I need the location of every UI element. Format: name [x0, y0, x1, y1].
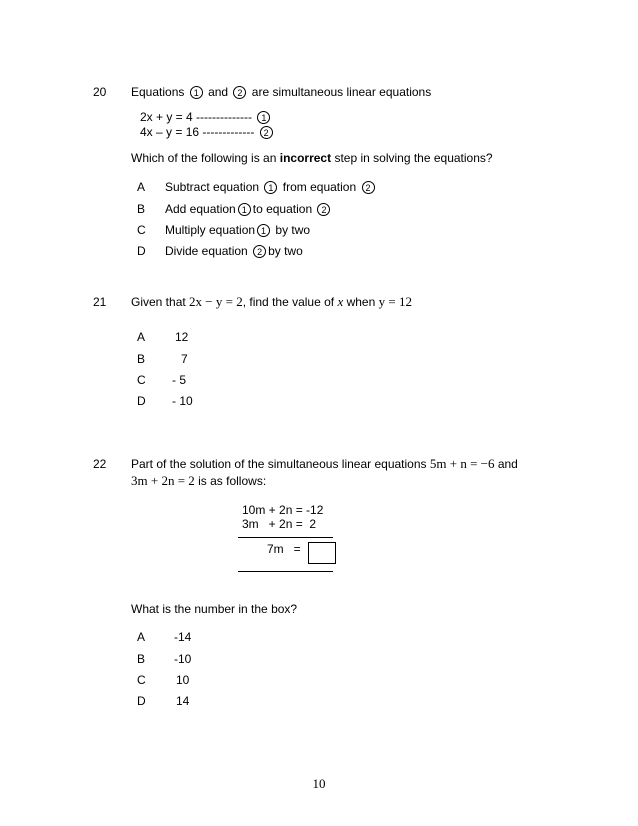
option-text: to equation	[252, 202, 313, 216]
option-letter: D	[137, 394, 146, 408]
equation-text: 2x − y = 2	[189, 294, 243, 309]
option-text: Multiply equation	[165, 223, 256, 237]
page-number: 10	[312, 776, 326, 791]
option-text: by two	[275, 223, 311, 237]
circled-2-icon: 2	[317, 203, 330, 216]
circled-1-icon: 1	[264, 181, 277, 194]
variable-text: x	[337, 294, 344, 309]
question-22-stem-line1	[131, 457, 518, 471]
option-letter: A	[137, 180, 146, 194]
stem-text: Equations	[131, 85, 185, 99]
question-22-number: 22	[93, 457, 107, 471]
circled-2-icon: 2	[233, 86, 246, 99]
equation-2	[140, 125, 275, 139]
question-20-prompt	[131, 151, 493, 165]
circled-1-icon: 1	[257, 224, 270, 237]
divider-line	[238, 571, 333, 572]
option-text: Divide equation	[165, 244, 248, 258]
working-line-1: 10m + 2n = -12	[242, 503, 324, 517]
question-21-number: 21	[93, 295, 107, 309]
stem-text: Part of the solution of the simultaneous linear equations	[131, 457, 427, 471]
stem-text: is as follows:	[198, 474, 267, 488]
option-value: - 10	[172, 394, 193, 408]
option-value: 12	[175, 330, 189, 344]
option-value: -14	[174, 630, 192, 644]
option-letter: A	[137, 630, 146, 644]
question-22-stem-line2	[131, 474, 266, 488]
stem-text: are simultaneous linear equations	[251, 85, 432, 99]
equation-2-text: 4x – y = 16 -------------	[140, 125, 255, 139]
option-letter: C	[137, 373, 146, 387]
prompt-text: step in solving the equations?	[334, 151, 493, 165]
circled-2-icon: 2	[362, 181, 375, 194]
option-c-text	[165, 223, 310, 237]
option-text: from equation	[282, 180, 357, 194]
equation-text: y = 12	[378, 294, 412, 309]
option-value: -10	[174, 652, 192, 666]
working-line-2: 3m + 2n = 2	[242, 517, 317, 531]
option-letter: C	[137, 223, 146, 237]
question-20-number: 20	[93, 85, 107, 99]
circled-1-icon: 1	[238, 203, 251, 216]
circled-1-icon: 1	[257, 111, 270, 124]
option-text: Subtract equation	[165, 180, 260, 194]
stem-text: and	[208, 85, 229, 99]
circled-2-icon: 2	[253, 245, 266, 258]
option-a-text	[165, 180, 377, 194]
circled-1-icon: 1	[190, 86, 203, 99]
prompt-emphasis: incorrect	[279, 151, 332, 165]
working-result: 7m =	[267, 542, 301, 556]
prompt-text: Which of the following is an	[131, 151, 277, 165]
option-letter: C	[137, 673, 146, 687]
option-letter: A	[137, 330, 146, 344]
equation-text: 5m + n = −6	[429, 456, 495, 471]
option-text: Add equation	[165, 202, 236, 216]
question-21-stem	[131, 295, 412, 309]
option-value: 10	[176, 673, 190, 687]
option-text: by two	[268, 244, 303, 258]
question-22-prompt: What is the number in the box?	[131, 602, 298, 616]
stem-text: Given that	[131, 295, 186, 309]
option-value: 14	[176, 694, 190, 708]
option-value: 7	[181, 352, 188, 366]
question-20-stem	[131, 85, 431, 99]
option-letter: B	[137, 202, 146, 216]
equation-1-text: 2x + y = 4 --------------	[140, 110, 252, 124]
circled-2-icon: 2	[260, 126, 273, 139]
option-letter: B	[137, 652, 146, 666]
divider-line	[238, 537, 333, 538]
stem-text: , find the value of	[242, 295, 335, 309]
option-letter: B	[137, 352, 146, 366]
option-b-text	[165, 202, 332, 216]
option-letter: D	[137, 244, 146, 258]
option-d-text	[165, 244, 303, 258]
option-value: - 5	[172, 373, 187, 387]
option-letter: D	[137, 694, 146, 708]
stem-text: when	[346, 295, 376, 309]
answer-box	[308, 542, 336, 564]
stem-text: and	[497, 457, 518, 471]
equation-text: 3m + 2n = 2	[131, 473, 195, 488]
equation-1	[140, 110, 272, 124]
